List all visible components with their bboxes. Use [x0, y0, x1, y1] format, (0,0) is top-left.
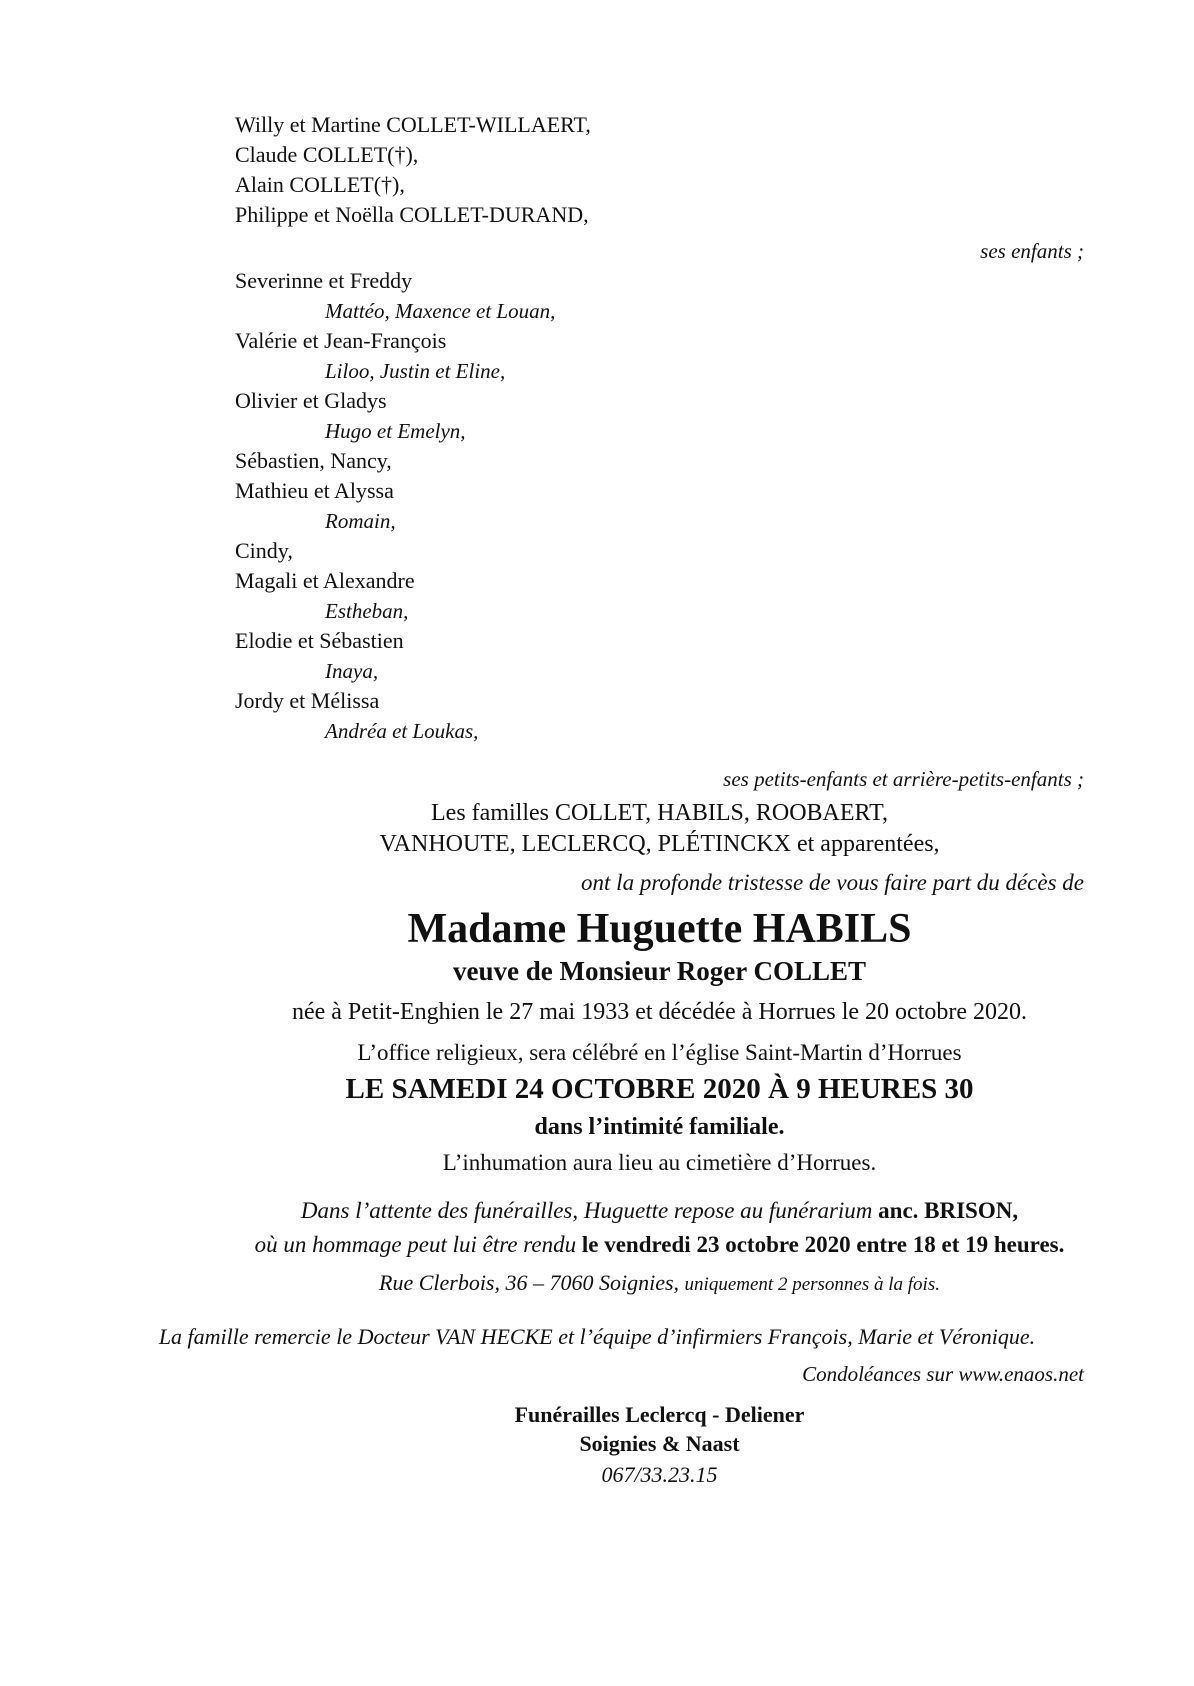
families-line-2: VANHOUTE, LECLERCQ, PLÉTINCKX et apparentées,: [379, 831, 940, 857]
repose-line-2-text: où un hommage peut lui être rendu: [254, 1232, 582, 1257]
repose-line-2-bold: le vendredi 23 octobre 2020 entre 18 et 19 heures.: [581, 1232, 1065, 1257]
funeral-home-phone: 067/33.23.15: [601, 1462, 718, 1487]
great-grandchildren-line: Andréa et Loukas,: [325, 719, 479, 743]
child-name-line: Willy et Martine COLLET-WILLAERT,: [235, 112, 591, 137]
repose-line-1-text: Dans l’attente des funérailles, Huguette repose au funérarium: [300, 1198, 879, 1223]
service-privacy: dans l’intimité familiale.: [534, 1114, 785, 1140]
great-grandchildren-line: Hugo et Emelyn,: [325, 419, 466, 443]
service-datetime: LE SAMEDI 24 OCTOBRE 2020 À 9 HEURES 30: [345, 1073, 974, 1105]
repose-address-line: [235, 1268, 1084, 1300]
service-intro: L’office religieux, sera célébré en l’église Saint-Martin d’Horrues: [357, 1040, 962, 1065]
great-grandchildren-line: Liloo, Justin et Eline,: [325, 359, 506, 383]
grandchild-couple-line: Elodie et Sébastien: [235, 628, 404, 653]
grandchild-couple-line: Olivier et Gladys: [235, 388, 387, 413]
announcement-line: ont la profonde tristesse de vous faire part du décès de: [581, 870, 1084, 895]
great-grandchildren-line: Mattéo, Maxence et Louan,: [325, 299, 556, 323]
funeral-home-name: Funérailles Leclercq - Deliener: [514, 1402, 805, 1427]
grandchildren-caption: ses petits-enfants et arrière-petits-enfants ;: [723, 767, 1084, 791]
life-dates: née à Petit-Enghien le 27 mai 1933 et décédée à Horrues le 20 octobre 2020.: [291, 999, 1028, 1025]
repose-line-1: [235, 1194, 1084, 1228]
great-grandchildren-line: Romain,: [325, 509, 396, 533]
child-name-line: Philippe et Noëlla COLLET-DURAND,: [235, 202, 589, 227]
children-caption: ses enfants ;: [980, 239, 1084, 263]
great-grandchildren-line: Inaya,: [325, 659, 379, 683]
grandchild-couple-line: Magali et Alexandre: [235, 568, 415, 593]
repose-line-1-bold: anc. BRISON,: [878, 1198, 1019, 1223]
grandchild-couple-line: Valérie et Jean-François: [235, 328, 447, 353]
grandchildren-list: [235, 266, 1084, 746]
repose-note: uniquement 2 personnes à la fois.: [684, 1274, 940, 1295]
deceased-name: Madame Huguette HABILS: [407, 906, 912, 952]
thanks-line: La famille remercie le Docteur VAN HECKE et l’équipe d’infirmiers François, Marie et Véronique.: [158, 1324, 1036, 1349]
grandchild-couple-line: Mathieu et Alyssa: [235, 478, 394, 503]
condolences-line: Condoléances sur www.enaos.net: [802, 1362, 1084, 1386]
grandchild-couple-line: Severinne et Freddy: [235, 268, 413, 293]
great-grandchildren-line: Estheban,: [325, 599, 409, 623]
children-list: [235, 110, 1084, 230]
repose-address: Rue Clerbois, 36 – 7060 Soignies,: [379, 1270, 685, 1295]
grandchild-couple-line: Jordy et Mélissa: [235, 688, 380, 713]
funeral-home-location: Soignies & Naast: [579, 1431, 740, 1456]
grandchild-couple-line: Cindy,: [235, 538, 293, 563]
child-name-line: Claude COLLET(†),: [235, 142, 419, 167]
grandchild-couple-line: Sébastien, Nancy,: [235, 448, 392, 473]
burial-line: L’inhumation aura lieu au cimetière d’Horrues.: [442, 1150, 877, 1175]
child-name-line: Alain COLLET(†),: [235, 172, 405, 197]
families-line-1: Les familles COLLET, HABILS, ROOBAERT,: [431, 800, 888, 826]
deceased-subtitle: veuve de Monsieur Roger COLLET: [452, 956, 866, 986]
repose-line-2: [235, 1228, 1084, 1262]
